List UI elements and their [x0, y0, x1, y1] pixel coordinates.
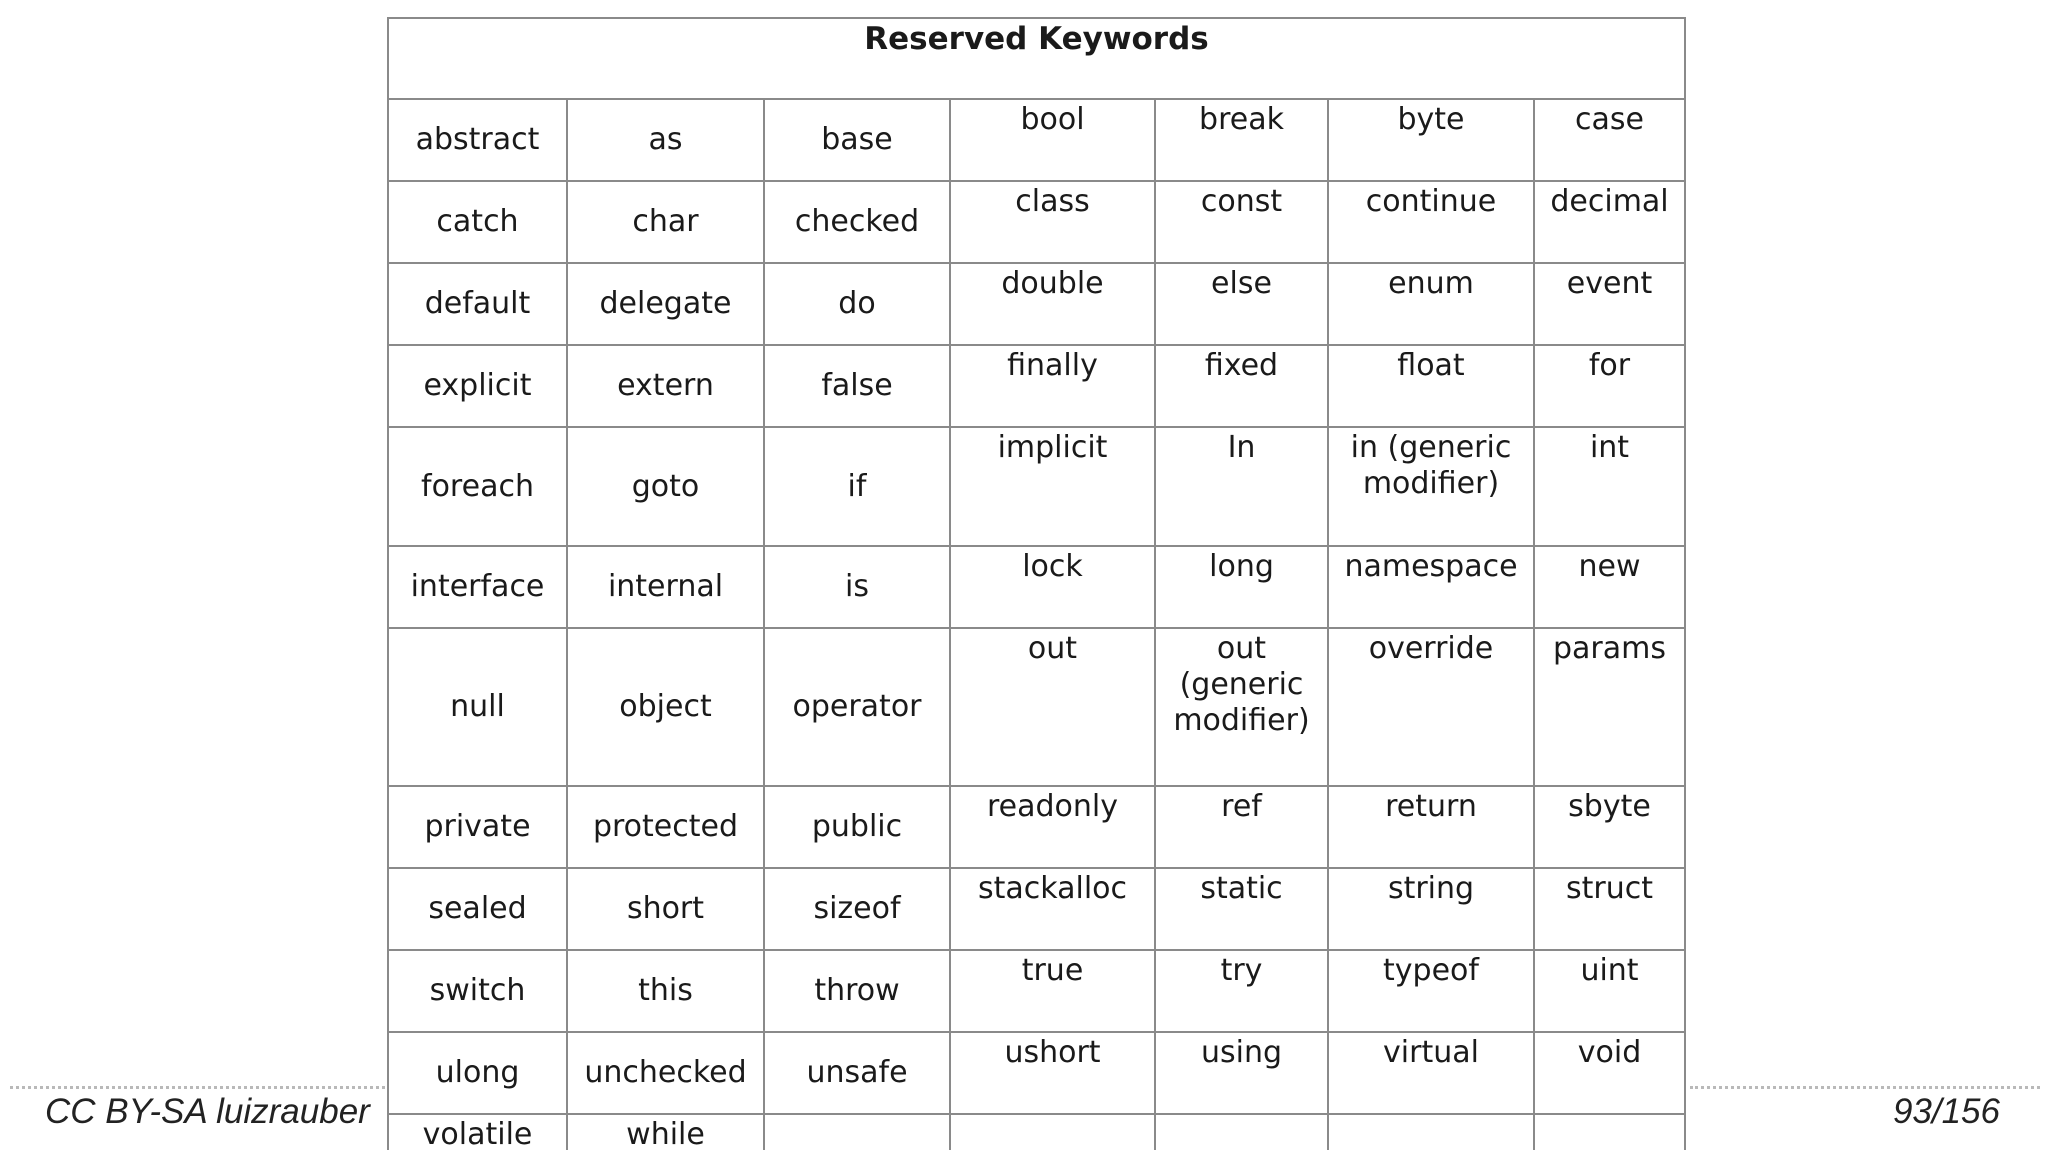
keyword-cell: override — [1328, 628, 1534, 786]
keyword-cell: implicit — [950, 427, 1155, 546]
keyword-cell: public — [764, 786, 950, 868]
table-row — [388, 1114, 1685, 1150]
table-row — [388, 99, 1685, 181]
keyword-cell: in (generic modifier) — [1328, 427, 1534, 546]
keyword-cell: ref — [1155, 786, 1328, 868]
keyword-cell: out (generic modifier) — [1155, 628, 1328, 786]
keyword-cell: enum — [1328, 263, 1534, 345]
table-row — [388, 868, 1685, 950]
table-body — [388, 99, 1685, 1150]
keyword-cell: internal — [567, 546, 764, 628]
keyword-cell: throw — [764, 950, 950, 1032]
keyword-cell: unchecked — [567, 1032, 764, 1114]
page-number: 93/156 — [1892, 1092, 2000, 1131]
empty-cell — [1328, 1114, 1534, 1150]
keyword-cell: string — [1328, 868, 1534, 950]
keyword-cell: interface — [388, 546, 567, 628]
keyword-cell: checked — [764, 181, 950, 263]
keyword-cell: void — [1534, 1032, 1685, 1114]
table-row — [388, 181, 1685, 263]
keyword-cell: namespace — [1328, 546, 1534, 628]
table-row — [388, 1032, 1685, 1114]
keyword-cell: sizeof — [764, 868, 950, 950]
keyword-cell: decimal — [1534, 181, 1685, 263]
keyword-cell: null — [388, 628, 567, 786]
keyword-cell: static — [1155, 868, 1328, 950]
footer-license: CC BY-SA luizrauber — [45, 1092, 370, 1131]
keyword-cell: fixed — [1155, 345, 1328, 427]
keyword-cell: params — [1534, 628, 1685, 786]
table-row — [388, 628, 1685, 786]
keyword-cell: new — [1534, 546, 1685, 628]
keyword-cell: const — [1155, 181, 1328, 263]
table-title: Reserved Keywords — [388, 18, 1685, 99]
keyword-cell: char — [567, 181, 764, 263]
keyword-cell: short — [567, 868, 764, 950]
keyword-cell: is — [764, 546, 950, 628]
keyword-cell: stackalloc — [950, 868, 1155, 950]
keyword-cell: sealed — [388, 868, 567, 950]
keyword-cell: goto — [567, 427, 764, 546]
keyword-cell: operator — [764, 628, 950, 786]
keyword-cell: uint — [1534, 950, 1685, 1032]
keyword-cell: abstract — [388, 99, 567, 181]
empty-cell — [764, 1114, 950, 1150]
keyword-cell: sbyte — [1534, 786, 1685, 868]
keyword-cell: as — [567, 99, 764, 181]
keyword-cell: int — [1534, 427, 1685, 546]
keyword-cell: unsafe — [764, 1032, 950, 1114]
table-row — [388, 950, 1685, 1032]
footer-divider-left — [10, 1086, 385, 1089]
keyword-cell: double — [950, 263, 1155, 345]
keyword-cell: continue — [1328, 181, 1534, 263]
table-row — [388, 786, 1685, 868]
keyword-cell: finally — [950, 345, 1155, 427]
keyword-cell: bool — [950, 99, 1155, 181]
table-row — [388, 345, 1685, 427]
keyword-cell: default — [388, 263, 567, 345]
keyword-cell: try — [1155, 950, 1328, 1032]
keyword-cell: catch — [388, 181, 567, 263]
keyword-cell: explicit — [388, 345, 567, 427]
footer-divider-right — [1690, 1086, 2040, 1089]
keyword-cell: case — [1534, 99, 1685, 181]
keyword-cell: if — [764, 427, 950, 546]
keyword-cell: object — [567, 628, 764, 786]
keyword-cell: while — [567, 1114, 764, 1150]
keyword-cell: for — [1534, 345, 1685, 427]
keyword-cell: protected — [567, 786, 764, 868]
keyword-cell: return — [1328, 786, 1534, 868]
keyword-cell: class — [950, 181, 1155, 263]
keyword-cell: switch — [388, 950, 567, 1032]
keyword-cell: out — [950, 628, 1155, 786]
keyword-cell: ulong — [388, 1032, 567, 1114]
keyword-cell: virtual — [1328, 1032, 1534, 1114]
keyword-cell: do — [764, 263, 950, 345]
keyword-cell: base — [764, 99, 950, 181]
keyword-cell: ushort — [950, 1032, 1155, 1114]
keyword-cell: private — [388, 786, 567, 868]
table-row — [388, 546, 1685, 628]
empty-cell — [1155, 1114, 1328, 1150]
keyword-cell: extern — [567, 345, 764, 427]
empty-cell — [1534, 1114, 1685, 1150]
reserved-keywords-table — [387, 17, 1686, 1150]
keyword-cell: break — [1155, 99, 1328, 181]
keyword-cell: float — [1328, 345, 1534, 427]
keyword-cell: typeof — [1328, 950, 1534, 1032]
keyword-cell: using — [1155, 1032, 1328, 1114]
keyword-cell: In — [1155, 427, 1328, 546]
keyword-cell: struct — [1534, 868, 1685, 950]
table-row — [388, 427, 1685, 546]
keyword-cell: foreach — [388, 427, 567, 546]
keyword-cell: delegate — [567, 263, 764, 345]
keyword-cell: event — [1534, 263, 1685, 345]
keyword-cell: this — [567, 950, 764, 1032]
keyword-cell: else — [1155, 263, 1328, 345]
keyword-cell: byte — [1328, 99, 1534, 181]
keyword-cell: volatile — [388, 1114, 567, 1150]
keyword-cell: lock — [950, 546, 1155, 628]
keyword-cell: false — [764, 345, 950, 427]
keyword-cell: long — [1155, 546, 1328, 628]
empty-cell — [950, 1114, 1155, 1150]
keyword-cell: true — [950, 950, 1155, 1032]
keyword-cell: readonly — [950, 786, 1155, 868]
table-row — [388, 263, 1685, 345]
